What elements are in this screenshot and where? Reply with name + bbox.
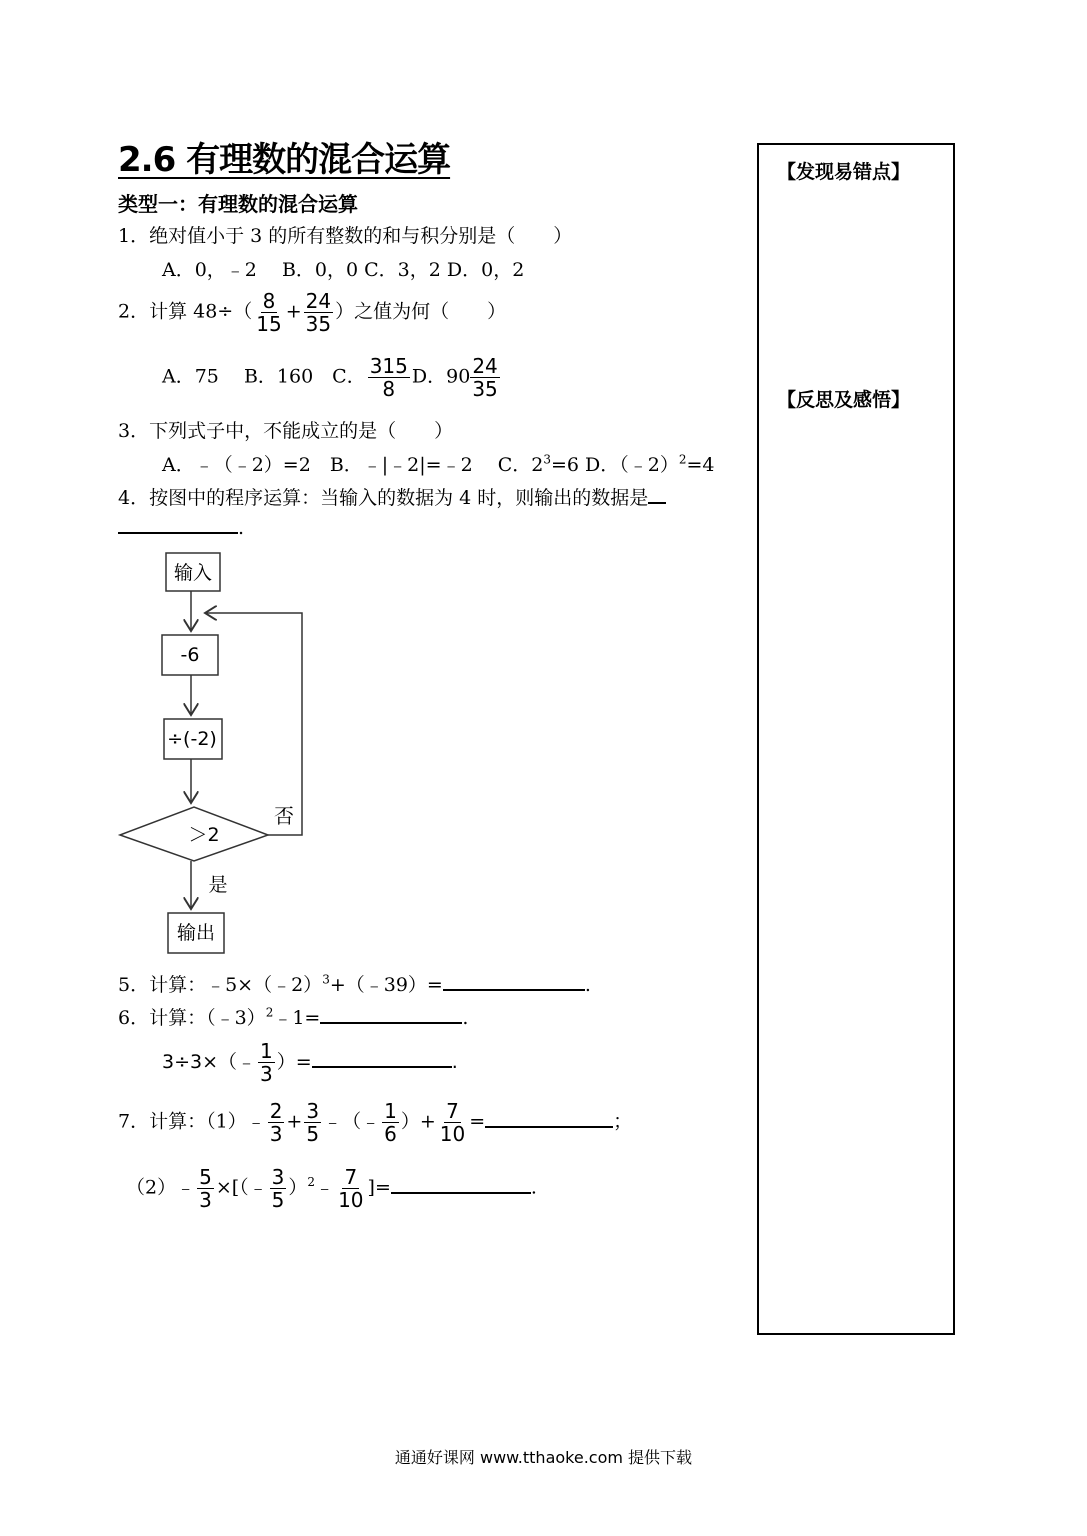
q6-rest: ﹣1= [273,1007,321,1029]
flow-output-label: 输出 [176,922,216,944]
flow-no-label: 否 [274,804,294,828]
q5-tail: . [584,974,591,996]
q6-numerator: 1 [260,1039,273,1063]
q2-fraction-1 [254,290,283,335]
q7-f4 [438,1100,467,1145]
page-title: 2.6 有理数的混合运算 [118,140,451,180]
q4-answer-line [118,517,244,539]
q6-line [118,1003,468,1030]
q2-options [162,355,502,400]
q7-p1-start: 7．计算：（1）﹣ [118,1110,266,1133]
q5-rest: +（﹣39）= [329,974,443,996]
q7-tail-1: ； [613,1110,633,1133]
q7-f2 [304,1100,321,1145]
q2-line [118,290,506,335]
q7-exponent: 2 [307,1175,316,1190]
q2-f2-numerator: 24 [305,289,332,313]
q7-p1-close: ）+ [400,1110,436,1133]
q6-tail-2: . [451,1051,458,1073]
page-footer: 通通好课网 www.tthaoke.com 提供下载 [394,1448,693,1467]
q2-option-c-fraction [368,355,410,400]
q6-text: 6．计算：（﹣3） [118,1007,266,1029]
q7-tail-2: . [530,1176,537,1199]
q1-stem: 1．绝对值小于 3 的所有整数的和与积分别是（ ） [118,225,573,247]
q7-f3 [382,1100,399,1145]
q3-option-d-end: =4 [686,454,715,476]
q7-f4-numerator: 7 [446,1099,459,1123]
q5-exponent: 3 [322,972,330,987]
q2-option-d: D．90 [411,365,471,388]
section-heading: 类型一：有理数的混合运算 [118,192,358,216]
q7-g2-denominator: 5 [271,1188,285,1212]
q6-denominator: 3 [260,1062,273,1086]
q7-g1-numerator: 5 [199,1165,212,1189]
q7-f1-numerator: 2 [269,1099,283,1123]
q4-tail: . [238,517,245,539]
q3-option-abc: A．﹣（﹣2）=2 B．﹣|﹣2|=﹣2 C．2 [162,454,544,476]
q7-p2-minus: ﹣ [315,1176,335,1199]
q4-answer-blank [118,531,238,534]
q7-p1-eq: = [469,1110,486,1133]
q3-stem: 3．下列式子中，不能成立的是（ ） [118,420,454,442]
q2-f2-denominator: 35 [305,312,332,336]
q3-options [162,450,715,477]
q2-optc-numerator: 315 [369,354,408,378]
q7-f2-denominator: 5 [306,1122,320,1146]
q7-f1 [268,1100,285,1145]
program-flowchart [110,545,330,965]
q6-exponent: 2 [265,1005,274,1020]
q4-stem-text: 4．按图中的程序运算：当输入的数据为 4 时，则输出的数据是 [118,487,649,509]
q7-p2-times: ×[（﹣ [215,1176,268,1199]
flow-yes-label: 是 [208,874,228,896]
q2-optd-numerator: 24 [472,354,498,378]
q7-part2 [126,1166,537,1211]
q2-optc-denominator: 8 [382,377,396,401]
q7-f3-numerator: 1 [384,1099,397,1123]
q6-tail-1: . [462,1007,469,1029]
q7-p2-eq: ]= [367,1176,391,1199]
q5-answer-blank [443,988,585,991]
q2-fraction-2 [304,290,333,335]
q7-g3-numerator: 7 [344,1165,358,1189]
q6-answer-blank-2 [312,1065,452,1068]
q3-exponent-2: 2 [678,452,687,467]
q7-answer-blank-2 [391,1191,531,1194]
q2-optd-denominator: 35 [472,377,498,401]
q3-option-cd: =6 D．（﹣2） [551,454,679,476]
q2-prefix: 2．计算 48÷（ [118,300,253,323]
q4-stem [118,483,666,510]
flow-divide-label: ÷(-2) [167,728,217,750]
q7-f2-numerator: 3 [306,1099,320,1123]
q2-f1-numerator: 8 [262,289,276,313]
q7-g2-numerator: 3 [271,1165,285,1189]
q7-g3 [336,1166,365,1211]
q7-answer-blank-1 [485,1125,613,1128]
q7-p1-mid: ﹣（﹣ [323,1110,381,1133]
q7-part1 [118,1100,632,1145]
flow-condition-label: ＞2 [188,824,220,846]
sidebar-label-errors: 【发现易错点】 [777,161,911,183]
q2-suffix: ）之值为何（ ） [335,300,507,323]
q3-exponent-1: 3 [543,452,551,467]
q2-plus: + [285,300,302,323]
q7-f4-denominator: 10 [439,1122,466,1146]
q5-line [118,970,591,997]
q2-option-ab: A．75 B．160 C． [162,365,366,388]
q2-option-d-fraction [470,355,499,400]
q7-g2 [270,1166,287,1211]
q6-line2-start: 3÷3×（﹣ [162,1051,257,1073]
q7-p2-start: （2）﹣ [126,1176,196,1199]
q7-g1 [197,1166,214,1211]
q6-fraction [258,1040,275,1085]
sidebar-label-reflection: 【反思及感悟】 [777,389,911,411]
q6-answer-blank-1 [320,1021,462,1024]
q4-answer-blank-start [648,501,666,504]
q6-line2-end: ）= [276,1051,312,1073]
q7-f1-denominator: 3 [269,1122,283,1146]
q2-f1-denominator: 15 [256,312,282,336]
q7-p2-close: ） [288,1176,308,1199]
q5-text: 5．计算：﹣5×（﹣2） [118,974,323,996]
q7-g3-denominator: 10 [338,1188,364,1212]
q7-p1-plus: + [286,1110,303,1133]
q7-g1-denominator: 3 [199,1188,212,1212]
flow-input-label: 输入 [173,562,213,584]
q1-options: A．0，﹣2 B．0，0 C．3，2 D．0，2 [162,259,525,281]
q7-f3-denominator: 6 [384,1122,397,1146]
q6-line-2 [162,1040,458,1085]
flow-minus6-label: -6 [180,644,200,666]
notes-sidebar [757,143,955,1335]
